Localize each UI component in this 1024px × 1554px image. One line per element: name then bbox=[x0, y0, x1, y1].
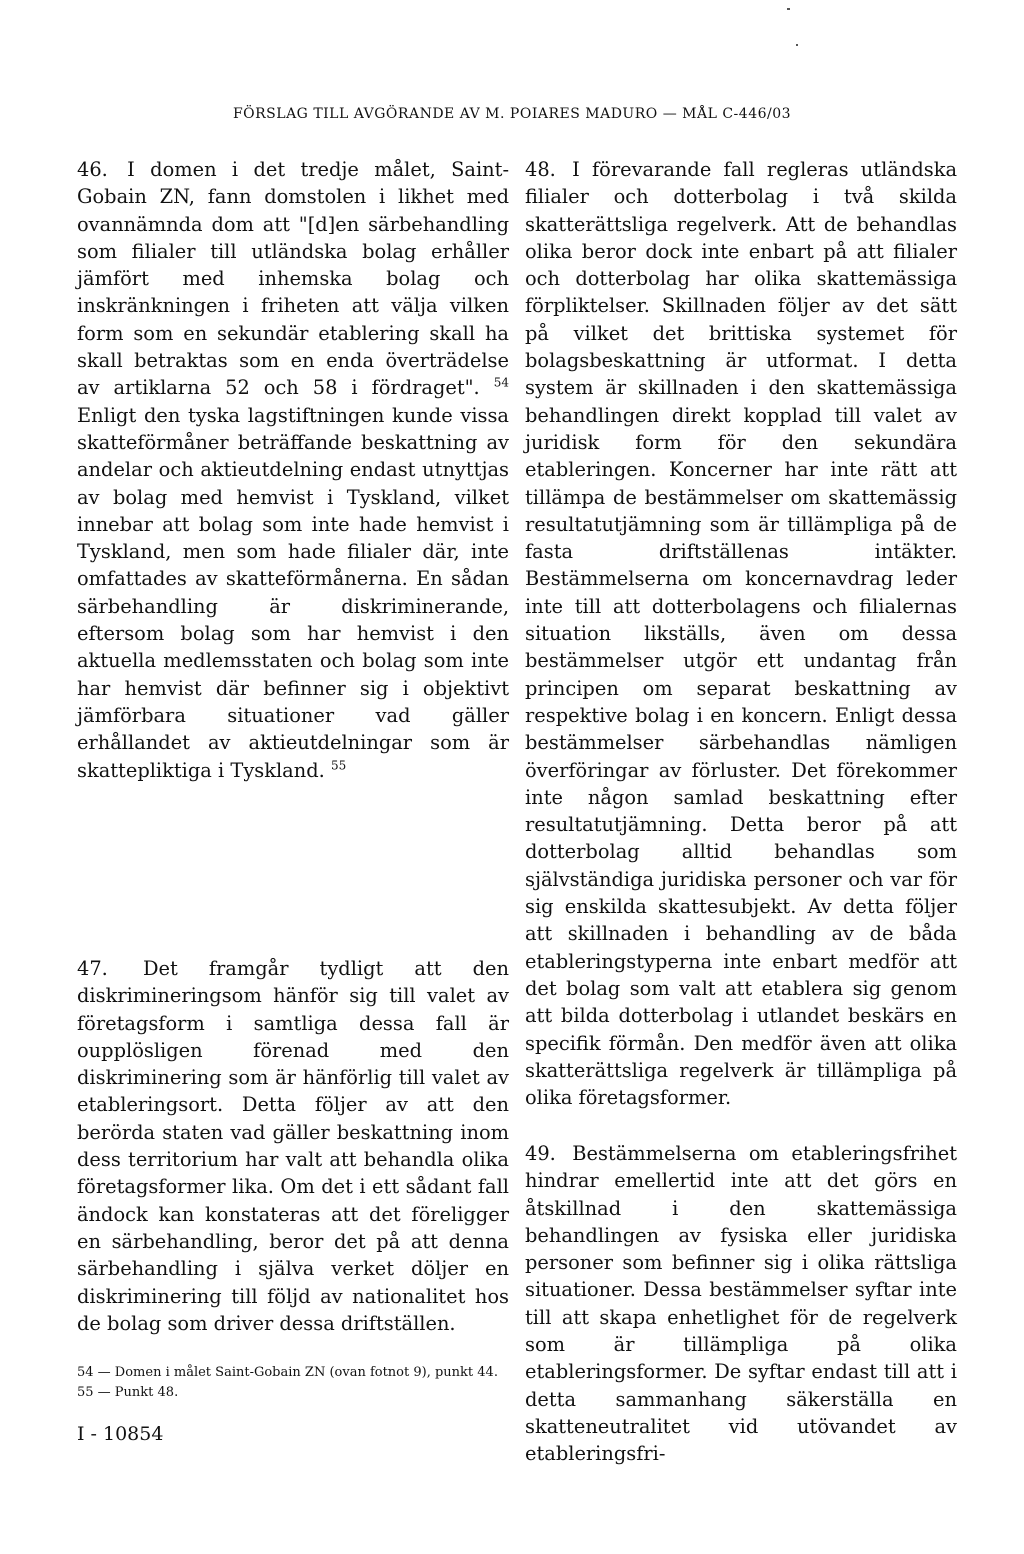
paragraph-46 bbox=[77, 156, 509, 784]
paragraph-text: Enligt den tyska lagstiftningen kunde vissa skatteförmåner beträffande beskattning av andelar och aktieutdelning endast utnyttjas av bolag med hemvist i Tyskland, vilket innebar att bolag som inte hade hemvist i Tyskland, men som hade filialer där, inte omfattades av skatteförmånerna. En sådan särbehandling är diskriminerande, eftersom bolag som har hemvist i den aktuella medlemsstaten och bolag som inte har hemvist där befinner sig i objektivt jämförbara situationer vad gäller erhållandet av aktieutdelningar som är skattepliktiga i Tyskland. bbox=[77, 403, 509, 782]
scan-speck bbox=[796, 44, 798, 46]
paragraph-text: I förevarande fall regleras utländska filialer och dotterbolag i två skilda skatterättsliga regelverk. Att de behandlas olika beror dock inte enbart på att filialer och dotterbolag har olika skattemässiga förpliktelser. Skillnaden följer av det sätt på vilket det brittiska systemet för bolagsbeskattning är utformat. I detta system är skillnaden i den skattemässiga behandlingen direkt kopplad till valet av juridisk form för den sekundära etableringen. Koncerner har inte rätt att tillämpa de bestämmelser om skattemässig resultatutjämning som är tillämpliga på de fasta driftställenas intäkter. Bestämmelserna om koncernavdrag leder inte till att dotterbolagens och filialernas situation likställs, även om dessa bestämmelser utgör ett undantag från principen om separat beskattning av respektive bolag i en koncern. Enligt dessa bestämmelser särbehandlas nämligen överföringar av förluster. Det förekommer inte någon samlad beskattning efter resultatutjämning. Detta beror på att dotterbolag alltid behandlas som självständiga juridiska personer och var för sig enskilda skattesubjekt. Av detta följer att skillnaden i behandling av de båda etableringstyperna inte enbart medför att det bolag som valt att etablera sig genom att bilda dotterbolag i utlandet beskärs en specifik förmån. Den medför även att olika skatterättsliga regelverk är tillämpliga på olika företagsformer. bbox=[525, 158, 957, 1110]
footnotes bbox=[77, 1363, 507, 1403]
paragraph-number: 47. bbox=[77, 957, 108, 980]
paragraph-number: 46. bbox=[77, 158, 108, 181]
paragraph-48 bbox=[525, 156, 957, 1111]
paragraph-47 bbox=[77, 955, 509, 1337]
paragraph-text: Det framgår tydligt att den diskrimineringsom hänför sig till valet av företagsform i samtliga dessa fall är oupplösligen förenad med den diskriminering som är hänförlig till valet av etableringsort. Detta följer av att den berörda staten vad gäller beskattning inom dess territorium har valt att behandla olika företagsformer lika. Om det i ett sådant fall ändock kan konstateras att det föreligger en särbehandling, beror det på att denna särbehandling i själva verket döljer en diskriminering till följd av nationalitet hos de bolag som driver dessa driftställen. bbox=[77, 957, 509, 1335]
running-header: FÖRSLAG TILL AVGÖRANDE AV M. POIARES MADURO — MÅL C-446/03 bbox=[232, 106, 792, 122]
footnote-ref-55[interactable]: 55 bbox=[330, 758, 347, 773]
page-number: I - 10854 bbox=[77, 1423, 164, 1445]
footnote-55: 55 — Punkt 48. bbox=[77, 1385, 179, 1400]
paragraph-49 bbox=[525, 1140, 957, 1468]
scan-speck bbox=[787, 8, 790, 10]
paragraph-text: Bestämmelserna om etableringsfrihet hindrar emellertid inte att det görs en åtskillnad i den skattemässiga behandlingen av fysiska eller juridiska personer som befinner sig i olika rättsliga situationer. Dessa bestämmelser syftar inte till att skapa enhetlighet för de regelverk som är tillämpliga på olika etableringsformer. De syftar endast till att i detta sammanhang säkerställa en skatteneutralitet vid utövandet av etableringsfri- bbox=[525, 1142, 957, 1466]
paragraph-number: 48. bbox=[525, 158, 556, 181]
paragraph-number: 49. bbox=[525, 1142, 556, 1165]
footnote-ref-54[interactable]: 54 bbox=[493, 375, 509, 390]
paragraph-text: I domen i det tredje målet, Saint-Gobain ZN, fann domstolen i likhet med ovannämnda dom att "[d]en särbehandling som filialer till utländska bolag erhåller jämfört med inhemska bolag och inskränkningen i friheten att välja vilken form som en sekundär etablering skall ha skall betraktas som en enda överträdelse av artiklarna 52 och 58 i fördraget". bbox=[77, 158, 509, 400]
footnote-54: 54 — Domen i målet Saint-Gobain ZN (ovan fotnot 9), punkt 44. bbox=[77, 1365, 498, 1380]
